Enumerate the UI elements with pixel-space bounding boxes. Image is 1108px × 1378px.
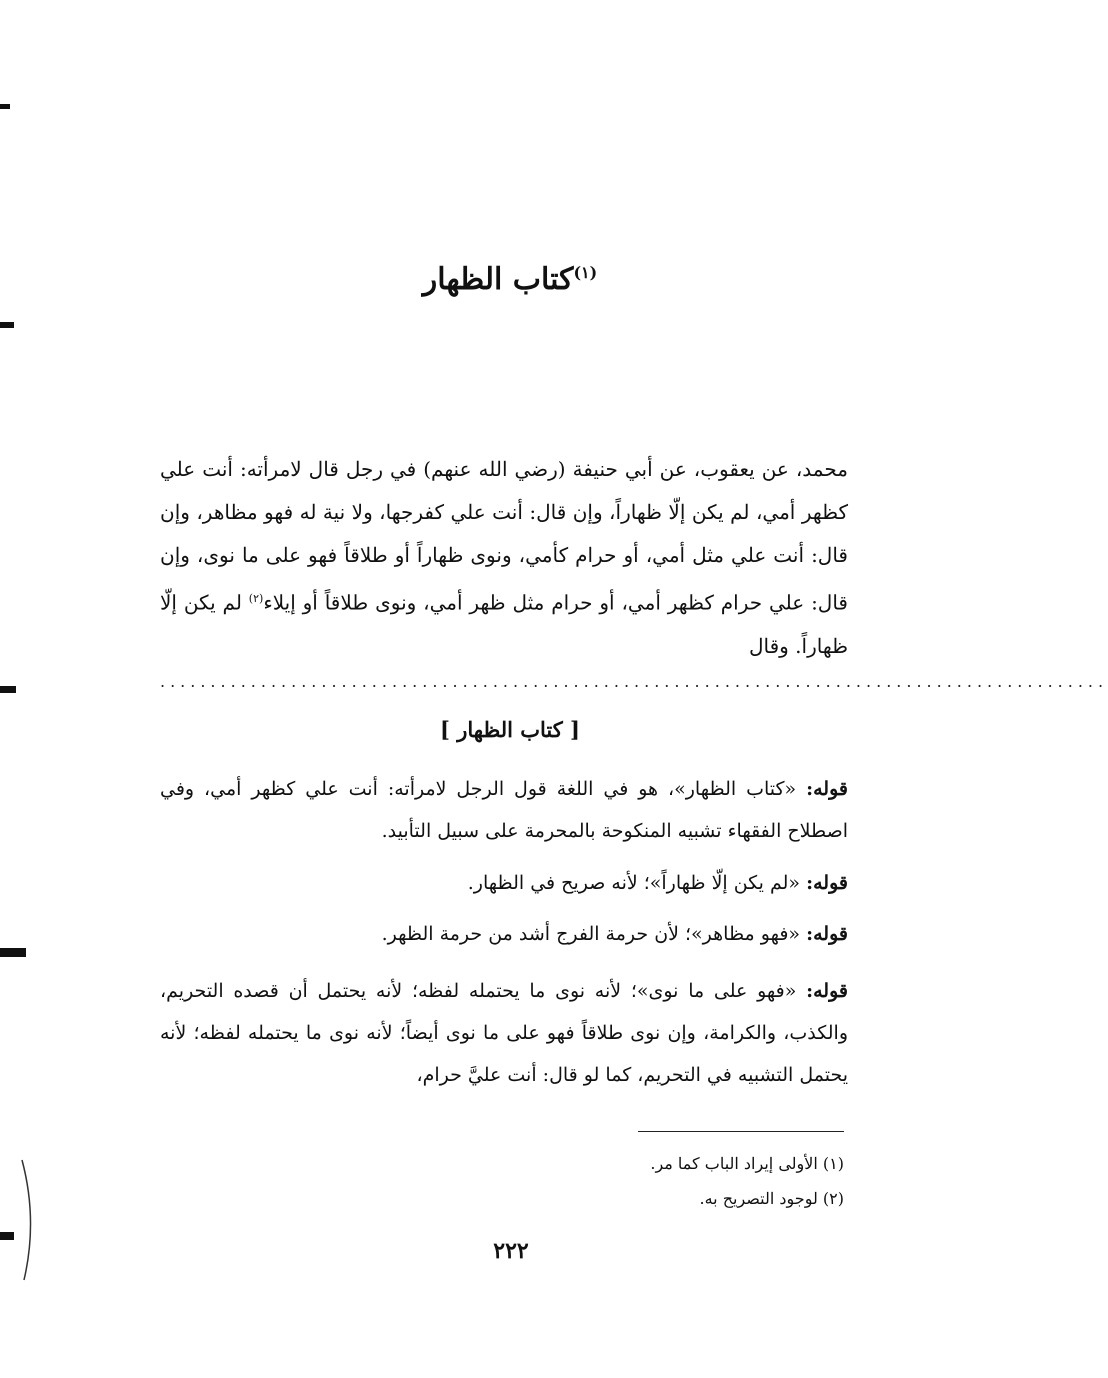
chapter-footnote-ref: (١) bbox=[573, 263, 598, 282]
footnote-rule bbox=[638, 1131, 844, 1132]
commentary-paragraph bbox=[160, 913, 898, 955]
page-number: ٢٢٢ bbox=[493, 1238, 529, 1264]
scan-mark bbox=[0, 686, 16, 693]
commentary-paragraph bbox=[160, 768, 898, 852]
footnote-2: (٢) لوجود التصريح به. bbox=[699, 1189, 844, 1208]
commentary-paragraph bbox=[160, 862, 898, 904]
commentary-keyword: قوله: bbox=[806, 980, 848, 1002]
commentary-text: «فهو مظاهر»؛ لأن حرمة الفرج أشد من حرمة الظهر. bbox=[381, 923, 807, 945]
commentary-paragraph bbox=[160, 970, 898, 1096]
footnote-1: (١) الأولى إيراد الباب كما مر. bbox=[650, 1154, 844, 1173]
commentary-text: «كتاب الظهار»، هو في اللغة قول الرجل لامرأته: أنت علي كظهر أمي، وفي اصطلاح الفقهاء تشبيه المنكوحة بالمحرمة على سبيل التأبيد. bbox=[160, 778, 848, 842]
commentary-text: «لم يكن إلّا ظهاراً»؛ لأنه صريح في الظهار. bbox=[467, 872, 807, 894]
dotted-separator: .............................................................................................. bbox=[160, 672, 1108, 691]
commentary-keyword: قوله: bbox=[806, 872, 848, 894]
main-text-footnote-ref: (٢) bbox=[248, 592, 264, 605]
commentary-text: «فهو على ما نوى»؛ لأنه نوى ما يحتمله لفظه؛ لأنه يحتمل أن قصده التحريم، والكذب، والكرامة، وإن نوى طلاقاً فهو على ما نوى أيضاً؛ لأنه نوى ما يحتمله لفظه؛ لأنه يحتمل التشبيه في التحريم، كما لو قال: أنت عليَّ حرام، bbox=[160, 980, 848, 1086]
chapter-title bbox=[300, 262, 720, 297]
scan-edge-curve bbox=[18, 1160, 42, 1280]
chapter-title-text: كتاب الظهار bbox=[422, 262, 574, 297]
section-title: [ كتاب الظهار ] bbox=[440, 717, 580, 742]
main-text-tail: لم يكن إلّا ظهاراً. وقال bbox=[160, 590, 848, 658]
scan-mark bbox=[0, 104, 10, 109]
scan-mark bbox=[0, 1232, 14, 1240]
main-text bbox=[160, 448, 848, 668]
commentary-keyword: قوله: bbox=[806, 778, 848, 800]
commentary-keyword: قوله: bbox=[806, 923, 848, 945]
scan-mark bbox=[0, 948, 26, 957]
scan-mark bbox=[0, 322, 14, 328]
main-text-body: محمد، عن يعقوب، عن أبي حنيفة (رضي الله عنهم) في رجل قال لامرأته: أنت علي كظهر أمي، لم يكن إلّا ظهاراً، وإن قال: أنت علي كفرجها، ولا نية له فهو مظاهر، وإن قال: أنت علي مثل أمي، أو حرام كأمي، ونوى ظهاراً أو طلاقاً فهو على ما نوى، وإن قال: علي حرام كظهر أمي، أو حرام مثل ظهر أمي، ونوى طلاقاً أو إيلاء bbox=[160, 457, 848, 615]
